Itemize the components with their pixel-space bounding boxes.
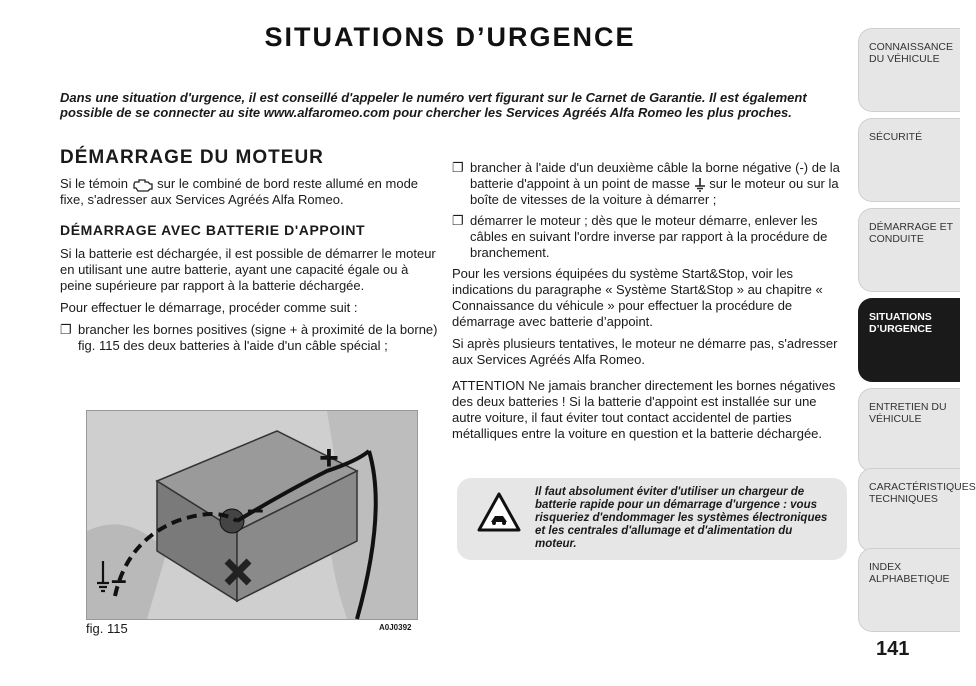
left-column — [60, 147, 440, 359]
paragraph: Pour les versions équipées du système Start&Stop, voir les indications du paragraphe « Système Start&Stop » au chapitre « Connaissance du véhicule » pour effectuer la procédure de démarrage avec batterie d’appoint. — [452, 266, 823, 329]
paragraph: Pour effectuer le démarrage, procéder comme suit : — [60, 300, 358, 315]
tab-connaissance-du-vehicule[interactable]: CONNAISSANCE DU VÉHICULE — [858, 28, 960, 112]
minus-sign-ground: – — [111, 564, 127, 595]
list-item-text-after: sur le moteur ou sur la boîte de vitesses de la voiture à démarrer ; — [470, 176, 839, 207]
battery-drawing — [87, 411, 417, 619]
engine-warning-icon — [132, 178, 154, 192]
figure-code: A0J0392 — [379, 623, 412, 632]
minus-sign-battery: – — [247, 493, 264, 526]
warning-box — [457, 478, 847, 560]
witness-text-before: Si le témoin — [60, 176, 128, 191]
tab-situations-durgence[interactable]: SITUATIONS D’URGENCE — [858, 298, 960, 382]
plus-sign: + — [319, 439, 339, 477]
battery-illustration — [86, 410, 418, 620]
page-title: SITUATIONS D’URGENCE — [264, 22, 636, 52]
attention-paragraph: ATTENTION Ne jamais brancher directement les bornes négatives des deux batteries ! Si la batterie d'appoint est installée sur une autre voiture, il faut éviter tout contact accidentel de parties métalliques entre la voiture en question et la batterie déchargée. — [452, 378, 836, 441]
tab-demarrage-et-conduite[interactable]: DÉMARRAGE ET CONDUITE — [858, 208, 960, 292]
tab-index-alphabetique[interactable]: INDEX ALPHABETIQUE — [858, 548, 960, 632]
list-item-text: brancher les bornes positives (signe + à proximité de la borne) fig. 115 des deux batteries à l'aide d'un câble spécial ; — [78, 322, 438, 353]
list-item — [452, 160, 844, 208]
checkbox-bullet-icon: ❐ — [452, 160, 464, 175]
checkbox-bullet-icon: ❐ — [452, 213, 464, 228]
list-item — [452, 213, 844, 261]
tab-securite[interactable]: SÉCURITÉ — [858, 118, 960, 202]
ground-symbol-icon — [694, 178, 706, 192]
warning-text: Il faut absolument éviter d'utiliser un chargeur de batterie rapide pour un démarrage d'urgence : vous risqueriez d'endommager les systèmes électroniques et les centrales d'allumage et d'alimentation du moteur. — [535, 486, 828, 550]
figure-caption: fig. 115 — [86, 621, 128, 636]
list-item — [60, 322, 440, 354]
section-heading: DÉMARRAGE DU MOTEUR — [60, 147, 324, 168]
paragraph: Si après plusieurs tentatives, le moteur ne démarre pas, s'adresser aux Services Agréés Alfa Romeo. — [452, 336, 838, 367]
list-item-text: démarrer le moteur ; dès que le moteur démarre, enlever les câbles en suivant l'ordre inverse par rapport à la procédure de branchement. — [470, 213, 828, 260]
page-number: 141 — [876, 638, 910, 660]
witness-paragraph — [60, 176, 440, 208]
right-column — [452, 160, 844, 448]
paragraph: Si la batterie est déchargée, il est possible de démarrer le moteur en utilisant une autre batterie, ayant une capacité égale ou à peine supérieure par rapport à la batterie déchargée. — [60, 246, 436, 293]
subsection-heading: DÉMARRAGE AVEC BATTERIE D'APPOINT — [60, 222, 366, 238]
witness-text-after: sur le combiné de bord reste allumé en mode fixe, s'adresser aux Services Agréés Alfa Romeo. — [60, 176, 419, 207]
checkbox-bullet-icon: ❐ — [60, 322, 72, 337]
tab-caracteristiques-techniques[interactable]: CARACTÉRISTIQUES TECHNIQUES — [858, 468, 960, 552]
list-item-text-before: brancher à l'aide d'un deuxième câble la borne négative (-) de la batterie d'appoint à un point de masse — [470, 160, 840, 191]
intro-text: Dans une situation d'urgence, il est conseillé d'appeler le numéro vert figurant sur le Carnet de Garantie. Il est également possible de se connecter au site www.alfaromeo.com pour chercher les Services Agréés Alfa Romeo les plus proches. — [60, 90, 807, 120]
tab-entretien-du-vehicule[interactable]: ENTRETIEN DU VÉHICULE — [858, 388, 960, 472]
